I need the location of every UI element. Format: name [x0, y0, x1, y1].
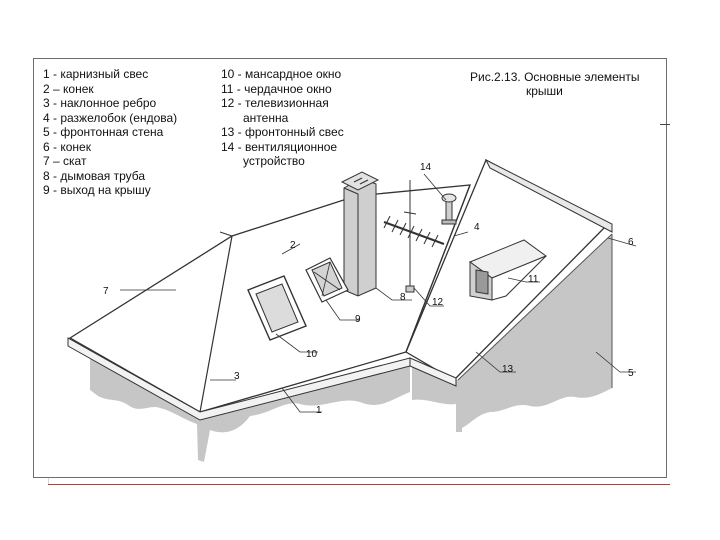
legend-item: 13 - фронтонный свес	[221, 125, 344, 139]
legend-item: 6 - конек	[43, 139, 91, 154]
legend-item: 8 - дымовая труба	[43, 168, 146, 183]
callout-14: 14	[420, 162, 432, 173]
legend-item: 7 – скат	[43, 154, 87, 168]
legend-item: 9 - выход на крышу	[43, 183, 151, 197]
callout-4: 4	[474, 222, 480, 233]
legend-item: 2 – конек	[43, 81, 94, 96]
chimney	[342, 172, 378, 296]
callout-9: 9	[355, 314, 361, 325]
callout-11: 11	[528, 274, 539, 285]
legend-item: 3 - наклонное ребро	[43, 96, 157, 110]
callout-5: 5	[628, 368, 634, 379]
legend-item: 10 - мансардное окно	[221, 67, 342, 81]
caption-line1: Рис.2.13. Основные элементы	[470, 70, 640, 84]
legend-item: 12 - телевизионная	[221, 96, 329, 110]
legend-item: 1 - карнизный свес	[43, 67, 149, 81]
legend-item: 11 - чердачное окно	[221, 81, 332, 96]
legend-item: антенна	[243, 110, 289, 125]
callout-3: 3	[234, 371, 240, 382]
bottom-rule	[48, 484, 670, 485]
callout-2: 2	[290, 240, 296, 251]
legend-item: устройство	[243, 154, 305, 168]
callout-7: 7	[103, 286, 109, 297]
legend-item: 14 - вентиляционное	[221, 139, 338, 154]
callout-1: 1	[316, 405, 322, 416]
callout-13: 13	[502, 364, 514, 375]
legend-item: 5 - фронтонная стена	[43, 125, 164, 139]
callout-10: 10	[306, 349, 318, 360]
caption-line2: крыши	[526, 84, 563, 98]
legend-item: 4 - разжелобок (ендова)	[43, 110, 178, 125]
callout-8: 8	[400, 292, 406, 303]
callout-6: 6	[628, 237, 634, 248]
callout-12: 12	[432, 297, 444, 308]
